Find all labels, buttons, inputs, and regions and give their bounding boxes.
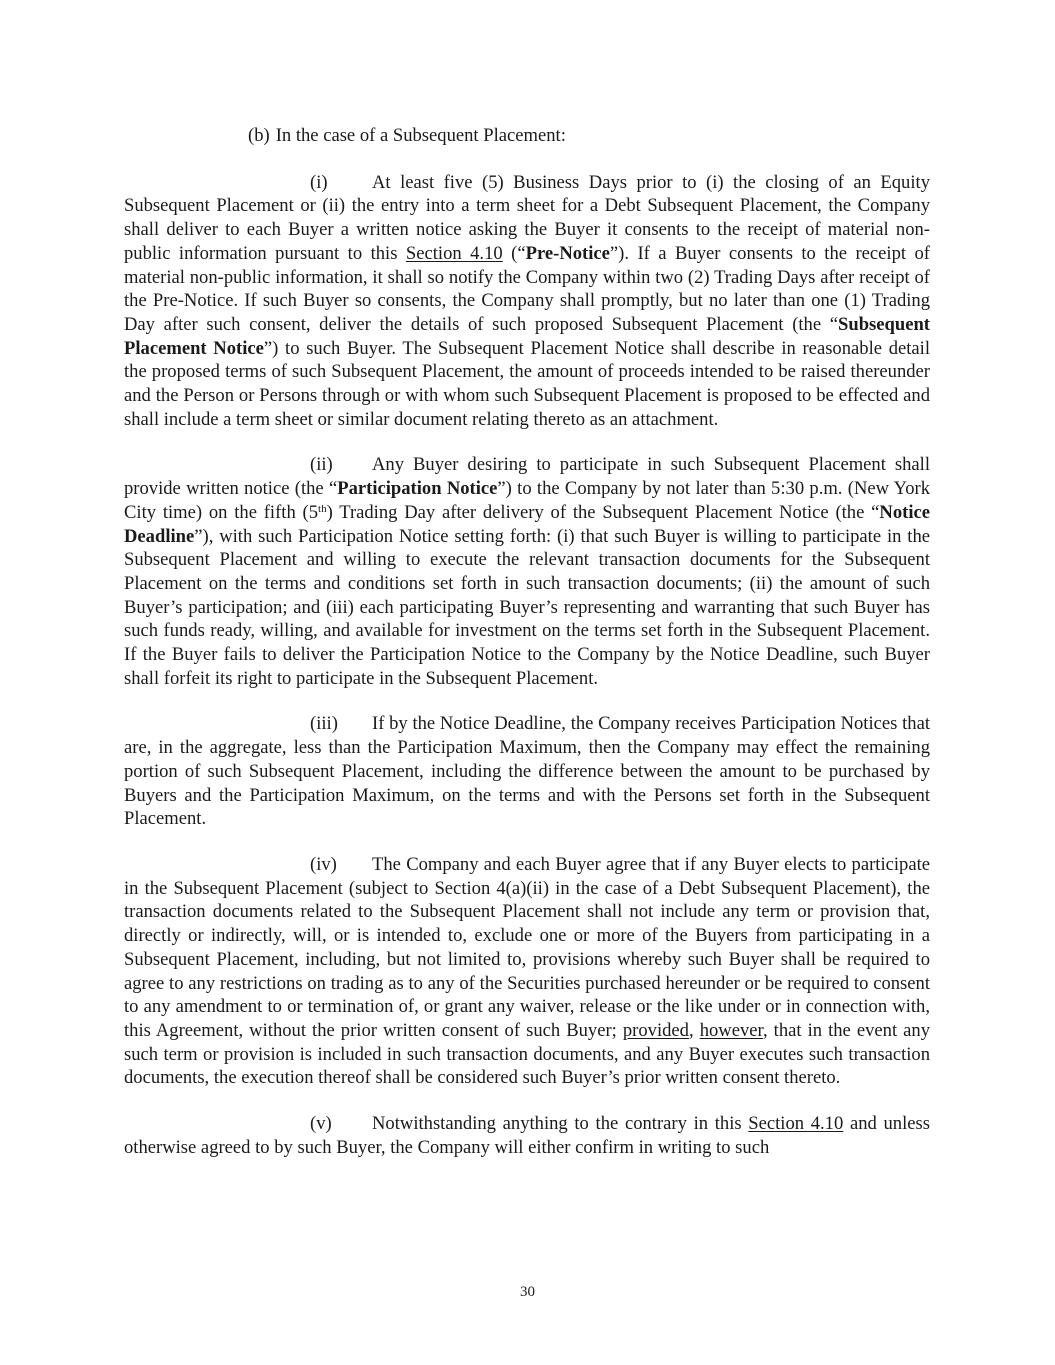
defined-term: Notice Deadline — [124, 501, 930, 547]
paragraph-text: ”), with such Participation Notice setting forth: (i) that such Buyer is willing to participate in the Subsequent Placement and willing to execute the relevant transaction documents for the Subsequent Placement on the terms and conditions set forth in such transaction documents; (ii) the amount of such Buyer’s participation; and (iii) each participating Buyer’s representing and warranting that such Buyer has such funds ready, willing, and available for investment on the terms set forth in the Subsequent Placement. If the Buyer fails to deliver the Participation Notice to the Company by the Notice Deadline, such Buyer shall forfeit its right to participate in the Subsequent Placement. — [124, 525, 930, 689]
defined-term: Subsequent Placement Notice — [124, 313, 930, 359]
paragraph-text: ”). If a Buyer consents to the receipt of material non-public information, it shall so notify the Company within two (2) Trading Days after receipt of the Pre-Notice. If such Buyer so consents, the Company shall promptly, but no later than one (1) Trading Day after such consent, deliver the details of such proposed Subsequent Placement (the “ — [124, 242, 931, 335]
paragraph-ii — [124, 453, 930, 690]
section-heading — [248, 124, 930, 148]
paragraph-iii — [124, 712, 930, 831]
paragraph-text: Any Buyer desiring to participate in such Subsequent Placement shall provide written notice (the “ — [124, 454, 930, 500]
underlined-term: provided — [622, 1019, 689, 1041]
paragraph-text: ) Trading Day after delivery of the Subsequent Placement Notice (the “ — [326, 501, 880, 523]
document-page — [124, 124, 930, 1159]
paragraph-text: At least five (5) Business Days prior to (i) the closing of an Equity Subsequent Placement or (ii) the entry into a term sheet for a Debt Subsequent Placement, the Company shall deliver to each Buyer a written notice asking the Buyer it consents to the receipt of material non-public information pursuant to this — [124, 171, 930, 264]
paragraph-text: , — [688, 1019, 700, 1041]
paragraph-i — [124, 171, 930, 432]
paragraph-text: If by the Notice Deadline, the Company receives Participation Notices that are, in the aggregate, less than the Participation Maximum, then the Company may effect the remaining portion of such Subsequent Placement, including the difference between the amount to be purchased by Buyers and the Participation Maximum, on the terms and with the Persons set forth in the Subsequent Placement. — [124, 713, 930, 830]
paragraph-text: (“ — [502, 242, 526, 264]
paragraph-number: (iv) — [310, 853, 337, 875]
ordinal-superscript: th — [318, 502, 327, 515]
underlined-term: however — [699, 1019, 763, 1041]
paragraph-number: (v) — [310, 1113, 332, 1135]
paragraph-number: (i) — [310, 171, 328, 193]
paragraph-number: (iii) — [310, 713, 338, 735]
defined-term: Participation Notice — [337, 478, 498, 500]
paragraph-number: (ii) — [310, 454, 333, 476]
section-reference: Section 4.10 — [748, 1113, 844, 1135]
paragraph-v — [124, 1112, 930, 1159]
paragraph-text: ”) to such Buyer. The Subsequent Placement Notice shall describe in reasonable detail the proposed terms of such Subsequent Placement, the amount of proceeds intended to be raised thereunder and the Person or Persons through or with whom such Subsequent Placement is proposed to be effected and shall include a term sheet or similar document relating thereto as an attachment. — [124, 337, 930, 430]
paragraph-text: and unless otherwise agreed to by such Buyer, the Company will either confirm in writing to such — [124, 1113, 930, 1158]
heading-text: In the case of a Subsequent Placement: — [275, 125, 566, 146]
paragraph-text: ”) to the Company by not later than 5:30 p.m. (New York City time) on the fifth (5 — [124, 478, 930, 523]
defined-term: Pre-Notice — [525, 242, 610, 264]
paragraph-text: , that in the event any such term or provision is included in such transaction documents, and any Buyer executes such transaction documents, the execution thereof shall be considered such Buyer’s prior written consent thereto. — [124, 1019, 931, 1089]
heading-number: (b) — [248, 125, 270, 146]
paragraph-text: The Company and each Buyer agree that if any Buyer elects to participate in the Subsequent Placement (subject to Section 4(a)(ii) in the case of a Debt Subsequent Placement), the transaction documents related to the Subsequent Placement shall not include any term or provision that, directly or indirectly, will, or is intended to, exclude one or more of the Buyers from participating in a Subsequent Placement, including, but not limited to, provisions whereby such Buyer shall be required to agree to any restrictions on trading as to any of the Securities purchased hereunder or be required to consent to any amendment to or termination of, or grant any waiver, release or the like under or in connection with, this Agreement, without the prior written consent of such Buyer; — [124, 853, 930, 1041]
paragraph-iv — [124, 853, 930, 1090]
page-number: 30 — [520, 1284, 535, 1300]
section-reference: Section 4.10 — [405, 242, 503, 264]
paragraph-text: Notwithstanding anything to the contrary in this — [372, 1113, 749, 1135]
